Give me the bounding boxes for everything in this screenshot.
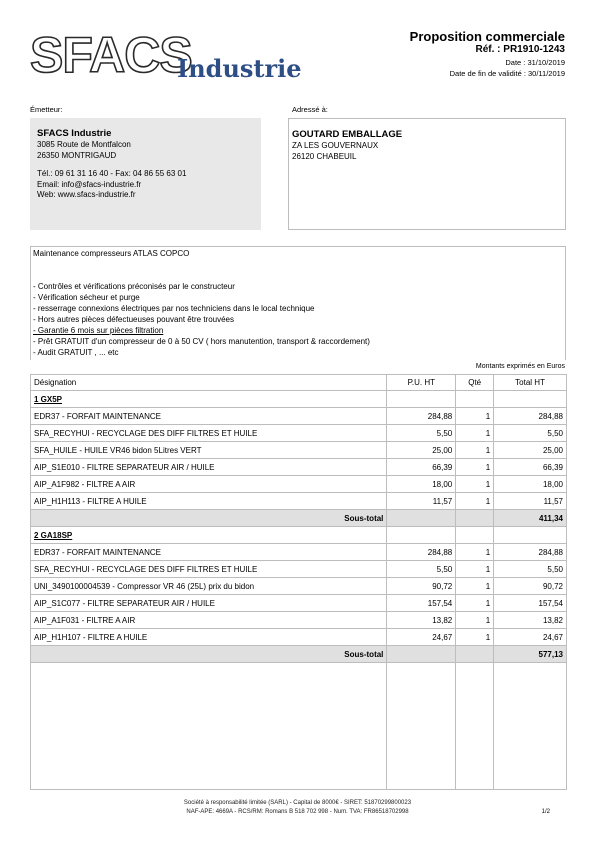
unit-price-cell: 25,00 (387, 442, 456, 459)
quantity-cell: 1 (456, 578, 494, 595)
designation-cell: AIP_S1E010 - FILTRE SEPARATEUR AIR / HUILE (31, 459, 387, 476)
column-header-quantity: Qté (456, 375, 494, 391)
recipient-address-line1: ZA LES GOUVERNAUX (292, 141, 379, 150)
emitter-address-line2: 26350 MONTRIGAUD (37, 150, 117, 160)
designation-cell: AIP_A1F031 - FILTRE A AIR (31, 612, 387, 629)
emitter-box (30, 118, 261, 230)
quantity-cell: 1 (456, 544, 494, 561)
total-cell: 5,50 (494, 425, 567, 442)
quantity-cell: 1 (456, 561, 494, 578)
total-cell: 13,82 (494, 612, 567, 629)
document-title: Proposition commerciale (409, 29, 565, 44)
group-name: 1 GX5P (31, 391, 387, 408)
recipient-address-line2: 26120 CHABEUIL (292, 151, 357, 161)
designation-cell: AIP_A1F982 - FILTRE A AIR (31, 476, 387, 493)
recipient-name: GOUTARD EMBALLAGE (292, 129, 403, 140)
subtotal-value: 577,13 (494, 646, 567, 663)
designation-cell: SFA_HUILE - HUILE VR46 bidon 5Litres VERT (31, 442, 387, 459)
designation-cell: AIP_H1H107 - FILTRE A HUILE (31, 629, 387, 646)
unit-price-cell: 5,50 (387, 561, 456, 578)
description-line: - Garantie 6 mois sur pièces filtration (33, 326, 164, 335)
table-row (31, 612, 567, 629)
group-row (31, 391, 567, 408)
company-logo: SFACS (30, 27, 192, 83)
unit-price-cell: 24,67 (387, 629, 456, 646)
total-cell: 24,67 (494, 629, 567, 646)
description-line: - Audit GRATUIT , ... etc (33, 348, 119, 357)
subtotal-label: Sous-total (31, 510, 387, 527)
designation-cell: AIP_S1C077 - FILTRE SEPARATEUR AIR / HUILE (31, 595, 387, 612)
unit-price-cell: 157,54 (387, 595, 456, 612)
table-header (31, 375, 567, 391)
total-cell: 66,39 (494, 459, 567, 476)
designation-cell: EDR37 - FORFAIT MAINTENANCE (31, 408, 387, 425)
table-row (31, 408, 567, 425)
emitter-address-line1: 3085 Route de Montfalcon (37, 140, 131, 149)
total-cell: 5,50 (494, 561, 567, 578)
page-number: 1/2 (541, 809, 550, 815)
designation-cell: SFA_RECYHUI - RECYCLAGE DES DIFF FILTRES ET HUILE (31, 425, 387, 442)
table-row (31, 425, 567, 442)
group-name: 2 GA18SP (31, 527, 387, 544)
footer-legal-line2: NAF-APE: 4669A - RCS/RM: Romans B 518 702 998 - Num. TVA: FR86518702998 (186, 809, 409, 815)
description-line: - Vérification sécheur et purge (33, 293, 140, 302)
total-cell: 90,72 (494, 578, 567, 595)
designation-cell: AIP_H1H113 - FILTRE A HUILE (31, 493, 387, 510)
unit-price-cell: 5,50 (387, 425, 456, 442)
document-date: Date : 31/10/2019 (505, 58, 565, 67)
subtotal-row (31, 646, 567, 663)
unit-price-cell: 284,88 (387, 408, 456, 425)
description-line: - Contrôles et vérifications préconisés par le constructeur (33, 282, 235, 291)
total-cell: 157,54 (494, 595, 567, 612)
designation-cell: SFA_RECYHUI - RECYCLAGE DES DIFF FILTRES ET HUILE (31, 561, 387, 578)
total-cell: 18,00 (494, 476, 567, 493)
table-row (31, 459, 567, 476)
table-row (31, 629, 567, 646)
total-cell: 284,88 (494, 544, 567, 561)
subtotal-value: 411,34 (494, 510, 567, 527)
emitter-website: Web: www.sfacs-industrie.fr (37, 190, 136, 199)
footer-legal-line1: Société à responsabilité limitée (SARL) - Capital de 8000€ - SIRET: 51870299800023 (183, 800, 412, 806)
items-table (30, 374, 567, 790)
total-cell: 284,88 (494, 408, 567, 425)
empty-table-area (31, 663, 567, 790)
table-row (31, 442, 567, 459)
recipient-box (288, 118, 566, 230)
column-header-total: Total HT (494, 375, 567, 391)
quantity-cell: 1 (456, 595, 494, 612)
subtotal-row (31, 510, 567, 527)
designation-cell: EDR37 - FORFAIT MAINTENANCE (31, 544, 387, 561)
unit-price-cell: 13,82 (387, 612, 456, 629)
unit-price-cell: 11,57 (387, 493, 456, 510)
unit-price-cell: 18,00 (387, 476, 456, 493)
quantity-cell: 1 (456, 442, 494, 459)
unit-price-cell: 284,88 (387, 544, 456, 561)
description-title: Maintenance compresseurs ATLAS COPCO (33, 249, 190, 258)
company-logo-suffix: Industrie (177, 54, 302, 83)
table-row (31, 476, 567, 493)
quantity-cell: 1 (456, 459, 494, 476)
validity-date: Date de fin de validité : 30/11/2019 (449, 69, 565, 78)
quantity-cell: 1 (456, 629, 494, 646)
emitter-email: Email: info@sfacs-industrie.fr (37, 179, 142, 189)
description-line: - Prêt GRATUIT d'un compresseur de 0 à 50 CV ( hors manutention, transport & raccordement) (33, 337, 370, 346)
description-line: - Hors autres pièces défectueuses pouvant être trouvées (33, 315, 234, 324)
table-row (31, 595, 567, 612)
table-row (31, 578, 567, 595)
unit-price-cell: 66,39 (387, 459, 456, 476)
total-cell: 25,00 (494, 442, 567, 459)
emitter-name: SFACS Industrie (37, 128, 112, 139)
currency-note: Montants exprimés en Euros (475, 363, 565, 370)
designation-cell: UNI_3490100004539 - Compressor VR 46 (25L) prix du bidon (31, 578, 387, 595)
quantity-cell: 1 (456, 612, 494, 629)
quantity-cell: 1 (456, 476, 494, 493)
table-row (31, 493, 567, 510)
quantity-cell: 1 (456, 425, 494, 442)
table-row (31, 544, 567, 561)
quantity-cell: 1 (456, 493, 494, 510)
column-header-designation: Désignation (31, 375, 387, 391)
table-row (31, 561, 567, 578)
unit-price-cell: 90,72 (387, 578, 456, 595)
emitter-phone: Tél.: 09 61 31 16 40 - Fax: 04 86 55 63 01 (37, 169, 187, 178)
recipient-label: Adressé à: (292, 105, 328, 114)
total-cell: 11,57 (494, 493, 567, 510)
column-header-unit-price: P.U. HT (387, 375, 456, 391)
description-box (30, 246, 566, 360)
group-row (31, 527, 567, 544)
quantity-cell: 1 (456, 408, 494, 425)
document-reference: Réf. : PR1910-1243 (475, 44, 565, 55)
description-line: - resserrage connexions électriques par nos techniciens dans le local technique (33, 304, 315, 313)
emitter-label: Émetteur: (30, 105, 63, 114)
subtotal-label: Sous-total (31, 646, 387, 663)
